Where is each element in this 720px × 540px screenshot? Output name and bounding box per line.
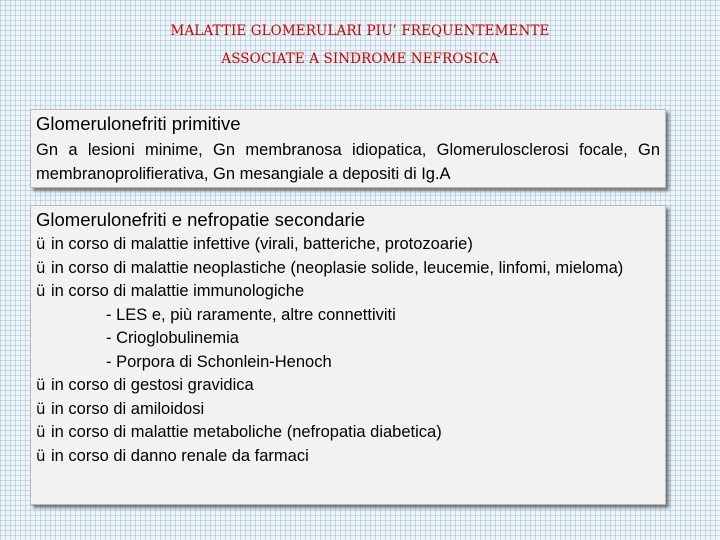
list-item: ü in corso di malattie infettive (virali, batteriche, protozoarie) bbox=[36, 233, 662, 257]
checkmark-icon: ü bbox=[36, 446, 46, 465]
sublist-item: - Crioglobulinemia bbox=[106, 329, 239, 347]
immunologic-sublist bbox=[51, 304, 662, 375]
secondary-glomerulonephritis-box bbox=[30, 205, 666, 505]
checkmark-icon: ü bbox=[36, 423, 46, 441]
primary-glomerulonephritis-box bbox=[30, 109, 666, 188]
checkmark-icon: ü bbox=[36, 258, 46, 277]
slide-title-line-2: ASSOCIATE A SINDROME NEFROSICA bbox=[221, 51, 499, 67]
checkmark-icon: ü bbox=[36, 235, 46, 253]
list-item: ü in corso di gestosi gravidica bbox=[36, 374, 662, 398]
sublist-item: - Porpora di Schonlein-Henoch bbox=[106, 352, 332, 371]
sublist-item: - LES e, più raramente, altre connettiviti bbox=[106, 305, 396, 324]
checkmark-icon: ü bbox=[36, 399, 46, 418]
list-item: ü in corso di malattie metaboliche (nefropatia diabetica) bbox=[36, 421, 662, 445]
checkmark-icon: ü bbox=[36, 282, 46, 300]
list-item: ü in corso di amiloidosi bbox=[36, 398, 662, 422]
list-item: ü in corso di malattie immunologiche - LES e, più raramente, altre connettiviti - Crioglobulinemia - Porpora di Schonlein-Henoch bbox=[36, 280, 662, 374]
secondary-causes-list bbox=[36, 233, 662, 468]
primary-description: Gn a lesioni minime, Gn membranosa idiopatica, Glomerulosclerosi focale, Gn membranoprolifierativa, Gn mesangiale a depositi di Ig.A bbox=[36, 141, 660, 183]
primary-heading: Glomerulonefriti primitive bbox=[36, 113, 241, 134]
checkmark-icon: ü bbox=[36, 376, 46, 394]
slide-title-line-1: MALATTIE GLOMERULARI PIU’ FREQUENTEMENTE bbox=[170, 23, 550, 39]
list-item: ü in corso di danno renale da farmaci bbox=[36, 445, 662, 469]
secondary-heading: Glomerulonefriti e nefropatie secondarie bbox=[36, 209, 366, 230]
list-item: ü in corso di malattie neoplastiche (neoplasie solide, leucemie, linfomi, mieloma) bbox=[36, 257, 662, 281]
